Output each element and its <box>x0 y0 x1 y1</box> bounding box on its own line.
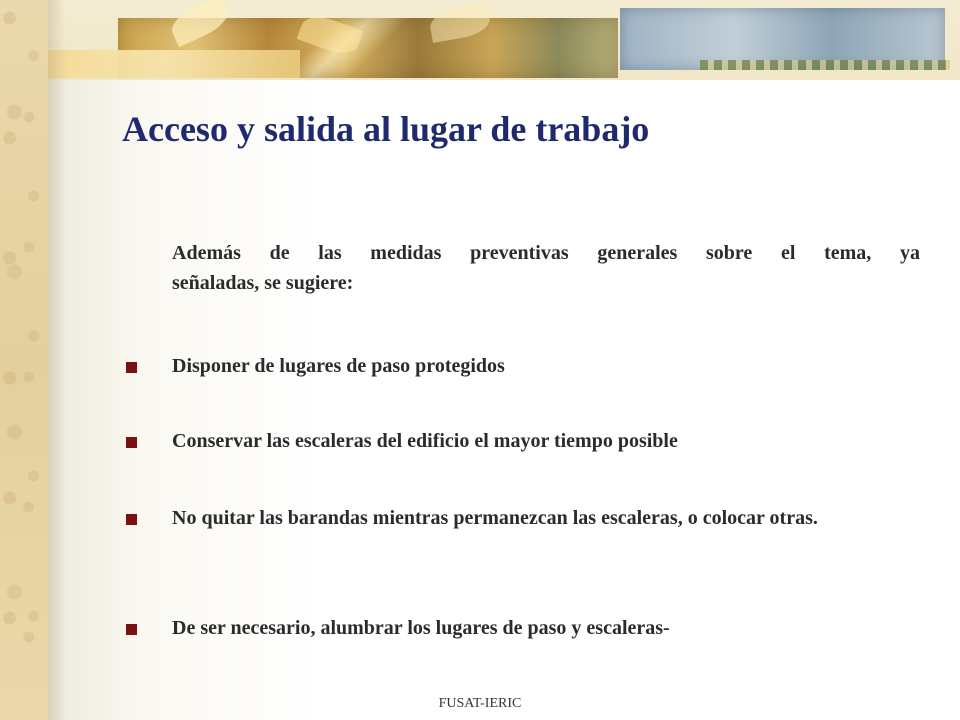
bullet-text: De ser necesario, alumbrar los lugares de paso y escaleras- <box>172 617 670 639</box>
intro-line-2: señaladas, se sugiere: <box>172 272 354 294</box>
bullet-text: Conservar las escaleras del edificio el mayor tiempo posible <box>172 430 678 452</box>
parchment-side-strip <box>0 0 48 720</box>
slide-title: Acceso y salida al lugar de trabajo <box>122 109 650 149</box>
bullet-square-icon <box>126 624 137 635</box>
intro-paragraph <box>172 238 920 298</box>
bullet-square-icon <box>126 362 137 373</box>
bullet-square-icon <box>126 514 137 525</box>
bullet-square-icon <box>126 437 137 448</box>
intro-line-1: Además de las medidas preventivas generales sobre el tema, ya <box>172 242 920 264</box>
bullet-text: Disponer de lugares de paso protegidos <box>172 355 505 377</box>
decorative-stripe <box>700 60 950 70</box>
decorative-leaves-highlight <box>30 50 300 78</box>
footer-label: FUSAT-IERIC <box>438 696 522 711</box>
side-shadow <box>48 0 66 720</box>
bullet-text: No quitar las barandas mientras permanezcan las escaleras, o colocar otras. <box>172 507 818 529</box>
